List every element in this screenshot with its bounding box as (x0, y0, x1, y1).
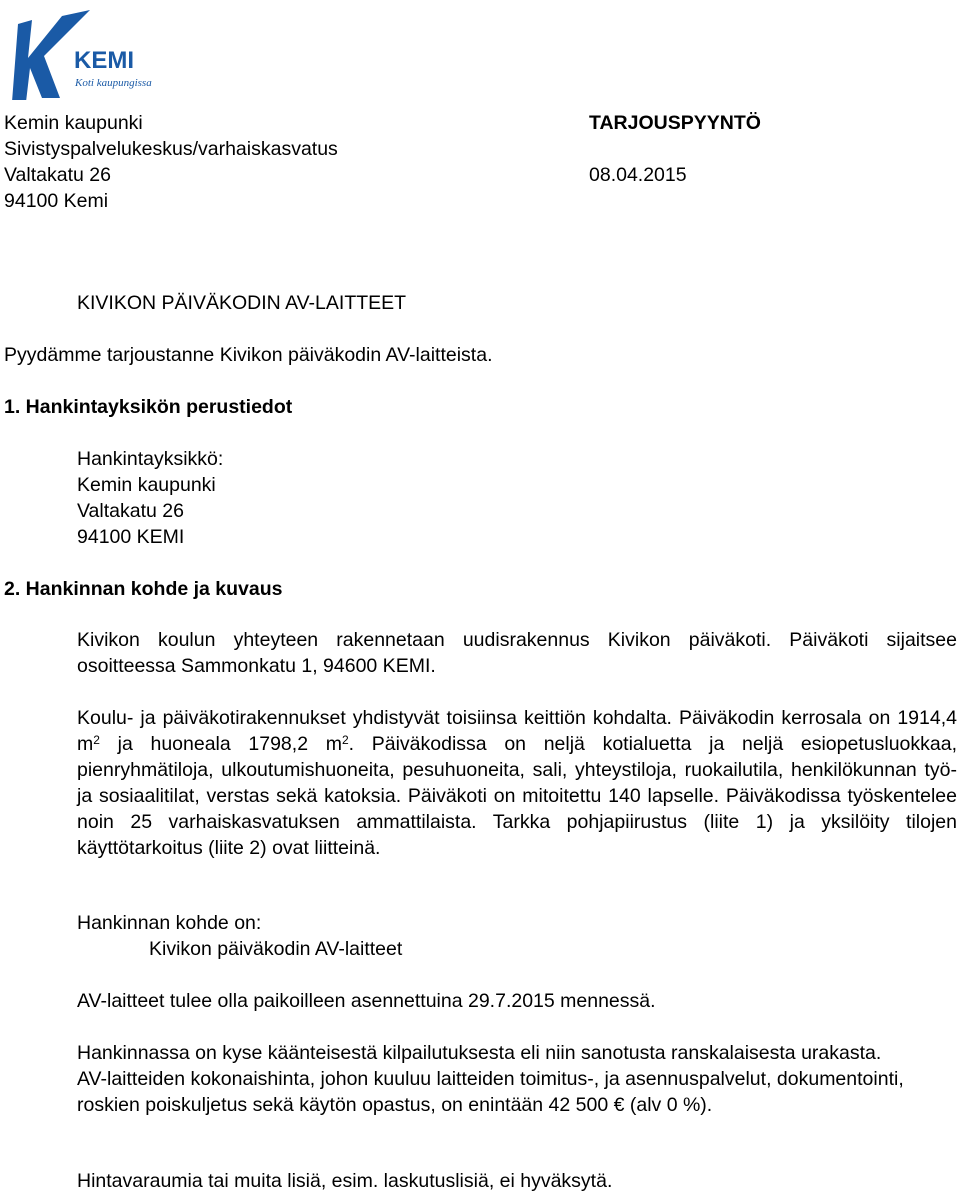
section-2-heading: 2. Hankinnan kohde ja kuvaus (4, 578, 283, 600)
logo-brand-text: KEMI (74, 47, 134, 74)
description-paragraph-2 (77, 705, 957, 861)
description-paragraph-1: Kivikon koulun yhteyteen rakennetaan uudisrakennus Kivikon päiväkoti. Päiväkoti sijaitsee osoitteessa Sammonkatu 1, 94600 KEMI. (77, 629, 957, 677)
kemi-logo (4, 6, 164, 100)
superscript-2: 2 (341, 733, 349, 747)
paragraph-2-part-a: Koulu- ja päiväkotirakennukset yhdistyvät toisiinsa keittiön kohdalta. Päiväkodin kerrosala on 1914,4 m (77, 707, 957, 755)
sender-unit: Sivistyspalvelukeskus/varhaiskasvatus (4, 138, 338, 160)
deadline-text: AV-laitteet tulee olla paikoilleen asennettuina 29.7.2015 mennessä. (77, 990, 656, 1012)
document-date: 08.04.2015 (589, 164, 687, 186)
sender-name: Kemin kaupunki (4, 112, 143, 134)
section-1-heading: 1. Hankintayksikön perustiedot (4, 396, 293, 418)
subject-title: KIVIKON PÄIVÄKODIN AV-LAITTEET (77, 292, 407, 314)
surcharges-note: Hintavaraumia tai muita lisiä, esim. laskutuslisiä, ei hyväksytä. (77, 1170, 613, 1192)
section-1-line: Valtakatu 26 (77, 500, 184, 522)
document-type: TARJOUSPYYNTÖ (589, 112, 761, 134)
paragraph-2-part-c: . Päiväkodissa on neljä kotialuetta ja neljä esiopetusluokkaa, pienryhmätiloja, ulkoutumishuoneita, pesuhuoneita, sali, yhteystiloja, ruokailutila, henkilökunnan työ- ja sosiaalitilat, verstas sekä katoksia. Päiväkoti on mitoitettu 140 lapselle. Päiväkodissa työskentelee noin 25 varhaiskasvatuksen ammattilaista. Tarkka pohjapiirustus (liite 1) ja yksilöity tilojen käyttötarkoitus (liite 2) ovat liitteinä. (77, 733, 957, 859)
object-value: Kivikon päiväkodin AV-laitteet (149, 938, 403, 960)
procurement-paragraph: Hankinnassa on kyse käänteisestä kilpailutuksesta eli niin sanotusta ranskalaisesta urakasta. AV-laitteiden kokonaishinta, johon kuuluu laitteiden toimitus-, ja asennuspalvelut, dokumentointi, roskien poiskuljetus sekä käytön opastus, on enintään 42 500 € (alv 0 %). (77, 1042, 904, 1116)
paragraph-2-part-b: ja huoneala 1798,2 m (99, 733, 342, 755)
intro-text: Pyydämme tarjoustanne Kivikon päiväkodin AV-laitteista. (4, 344, 493, 366)
sender-postal: 94100 Kemi (4, 190, 109, 212)
sender-street: Valtakatu 26 (4, 164, 111, 186)
section-1-line: Hankintayksikkö: (77, 448, 224, 470)
object-label: Hankinnan kohde on: (77, 912, 262, 934)
section-1-line: 94100 KEMI (77, 526, 185, 548)
logo-tagline-text: Koti kaupungissa (75, 77, 152, 89)
section-1-line: Kemin kaupunki (77, 474, 216, 496)
superscript-2: 2 (93, 733, 100, 747)
